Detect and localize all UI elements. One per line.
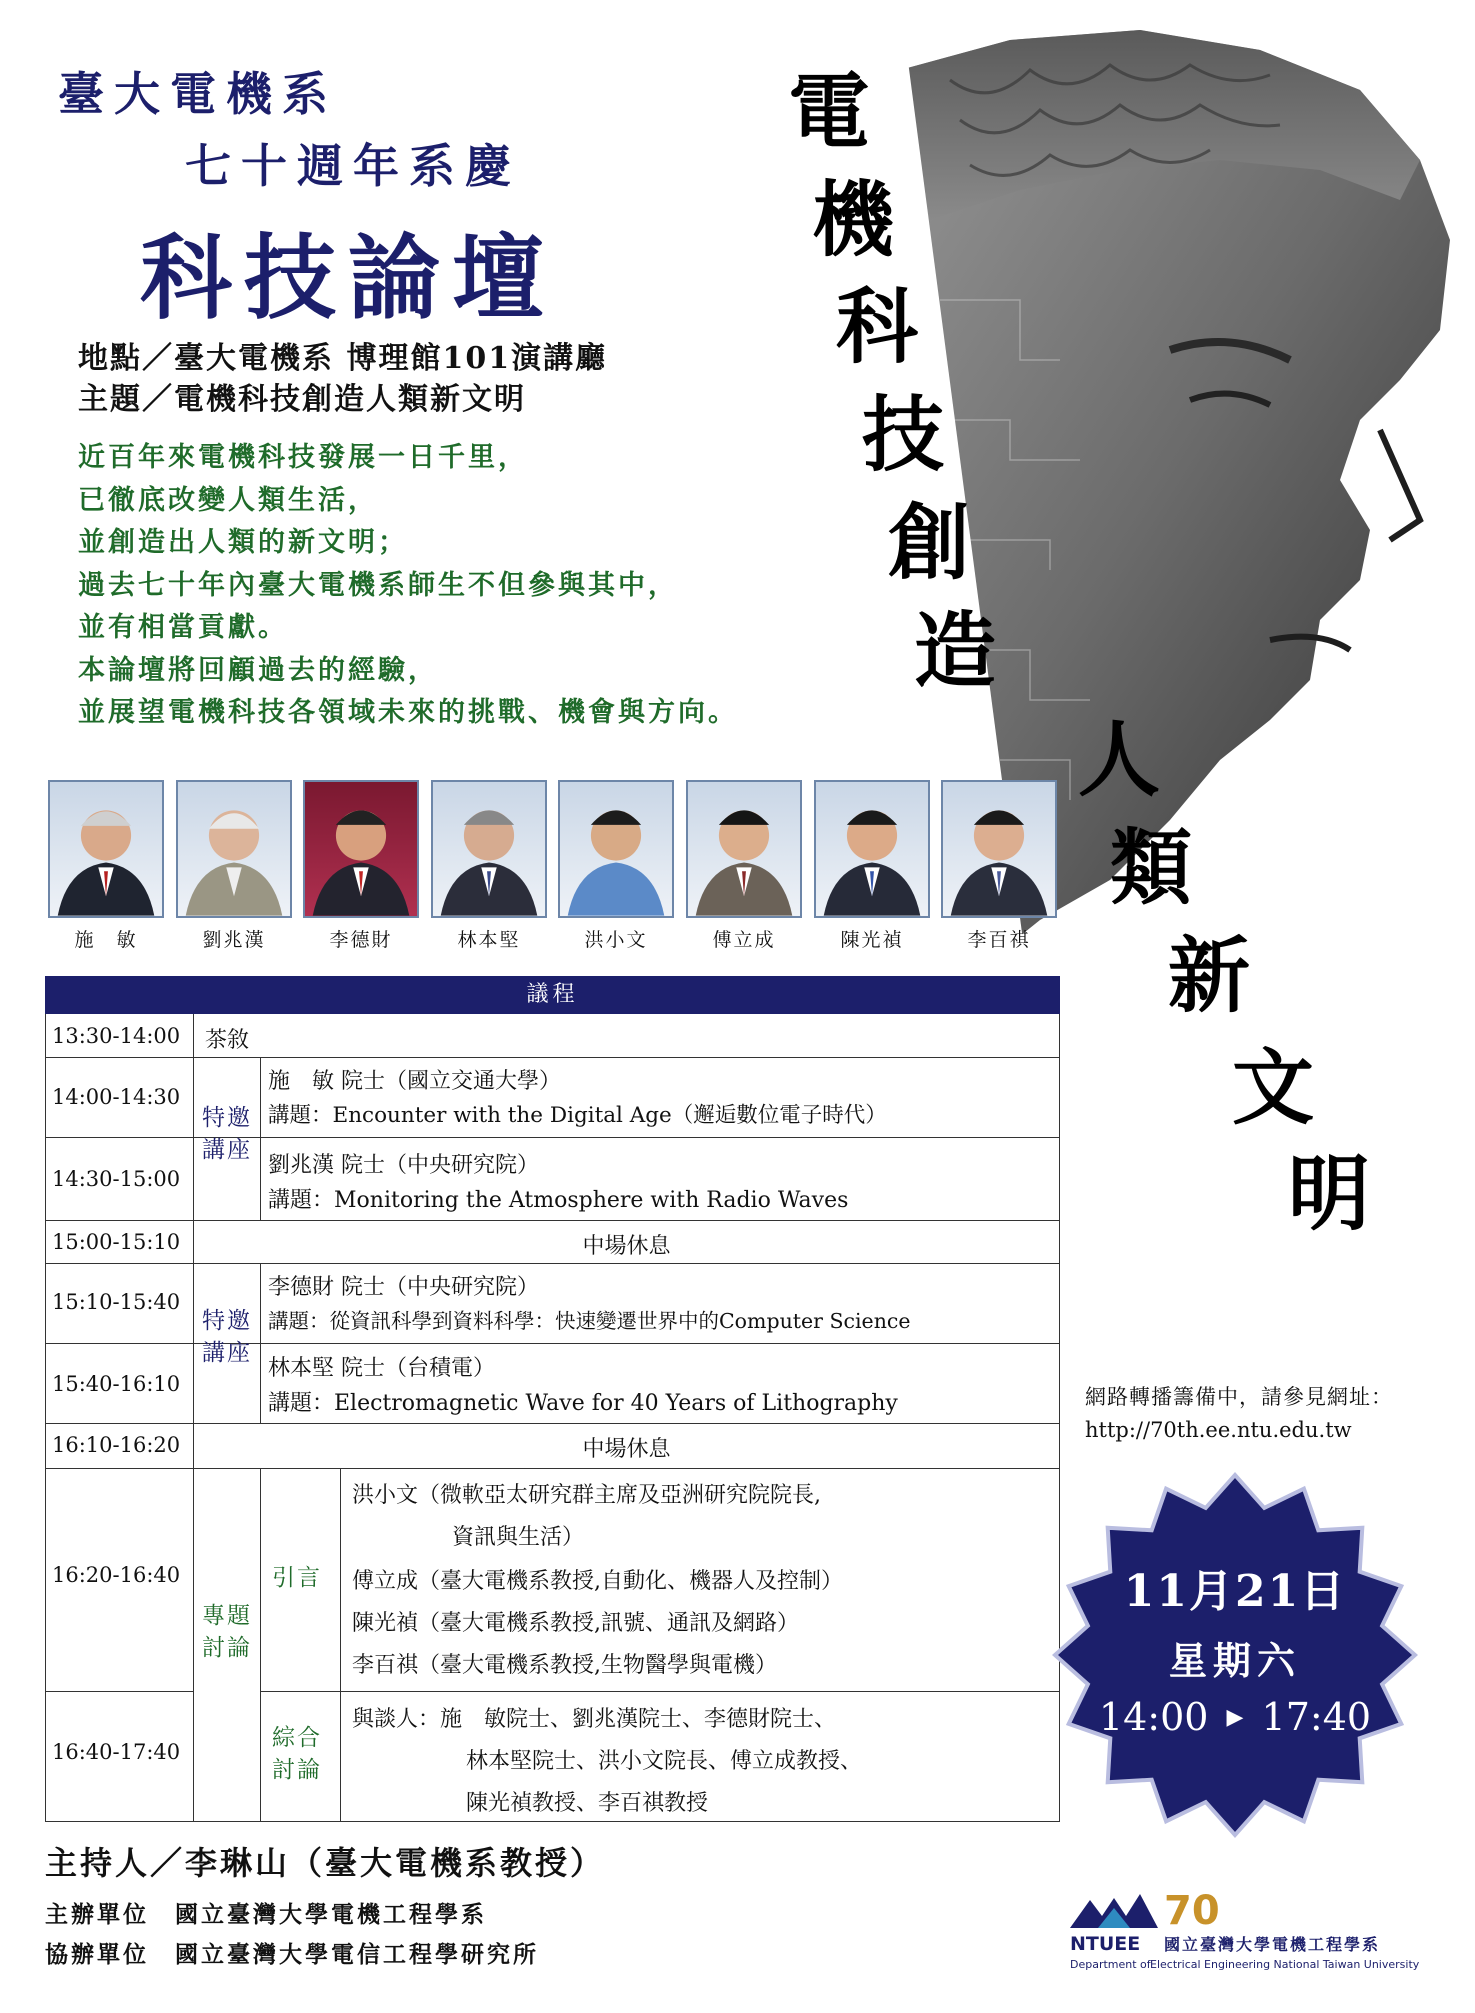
agenda-time: 15:40-16:10 xyxy=(52,1372,181,1396)
intro-line: 並展望電機科技各領域未來的挑戰、機會與方向。 xyxy=(78,697,738,728)
event-theme: 主題／電機科技創造人類新文明 xyxy=(78,382,526,417)
vertical-title-char: 新 xyxy=(1168,929,1251,1024)
intro-line: 本論壇將回顧過去的經驗， xyxy=(78,654,438,686)
vertical-title-char: 科 xyxy=(836,280,919,375)
intro-talk-label: 引言 xyxy=(272,1565,322,1591)
agenda-time: 14:00-14:30 xyxy=(52,1085,181,1109)
speaker-name: 李百祺 xyxy=(967,929,1031,951)
webcast-url[interactable]: http://70th.ee.ntu.edu.tw xyxy=(1085,1418,1352,1442)
vertical-title-char: 文 xyxy=(1232,1041,1315,1136)
vertical-title-char: 人 xyxy=(1078,713,1161,808)
speaker-photo xyxy=(941,780,1057,918)
speaker-photo xyxy=(431,780,547,918)
speaker-name: 傅立成 xyxy=(712,929,776,951)
speaker-photo xyxy=(303,780,419,918)
agenda-time: 15:00-15:10 xyxy=(52,1230,181,1254)
panelist-line: 陳光禎教授、李百祺教授 xyxy=(466,1791,709,1816)
speaker-photo xyxy=(814,780,930,918)
agenda-topic: 講題：Electromagnetic Wave for 40 Years of Lithography xyxy=(268,1391,898,1416)
table-rule xyxy=(260,1691,1060,1692)
sculpture-head-illustration xyxy=(840,0,1475,960)
panelist-line: 與談人：施 敏院士、劉兆漢院士、李德財院士、 xyxy=(352,1707,837,1732)
agenda-topic: 講題：Encounter with the Digital Age（邂逅數位電子時代） xyxy=(268,1103,887,1128)
panelist-line: 陳光禎（臺大電機系教授,訊號、通訊及網路） xyxy=(352,1611,799,1636)
vertical-title-char: 電 xyxy=(788,65,871,160)
session-label: 特邀 xyxy=(202,1105,252,1131)
speaker-name: 林本堅 xyxy=(457,929,521,951)
table-border xyxy=(45,1821,1060,1822)
agenda-time: 14:30-15:00 xyxy=(52,1167,181,1191)
intro-line: 近百年來電機科技發展一日千里， xyxy=(78,442,528,473)
agenda-time: 16:20-16:40 xyxy=(52,1563,181,1587)
speaker-name: 陳光禎 xyxy=(840,929,904,951)
panel-label: 討論 xyxy=(202,1635,252,1661)
vertical-title-char: 創 xyxy=(888,496,971,591)
logo-number: 70 xyxy=(1164,1888,1220,1934)
table-rule xyxy=(45,1691,193,1692)
table-rule xyxy=(45,1423,1060,1424)
session-label: 特邀 xyxy=(202,1308,252,1334)
agenda-item: 茶敘 xyxy=(205,1028,250,1053)
table-rule xyxy=(45,1263,1060,1264)
session-label: 講座 xyxy=(202,1340,252,1366)
event-time-start: 14:00 xyxy=(1098,1695,1209,1739)
co-organizer-line: 協辦單位 國立臺灣大學電信工程學研究所 xyxy=(45,1941,539,1968)
agenda-time: 16:40-17:40 xyxy=(52,1740,181,1764)
break-label: 中場休息 xyxy=(582,1437,671,1462)
panelist-line: 洪小文（微軟亞太研究群主席及亞洲研究院院長, xyxy=(352,1483,821,1508)
event-time xyxy=(1050,1695,1420,1739)
table-rule xyxy=(45,1468,1060,1469)
triangle-arrow-icon: ▶ xyxy=(1226,1705,1244,1730)
discussion-label: 討論 xyxy=(272,1757,322,1783)
vertical-title-char: 技 xyxy=(862,388,945,483)
agenda-speaker: 施 敏 院士（國立交通大學） xyxy=(268,1069,561,1094)
speaker-name: 李德財 xyxy=(329,929,393,951)
agenda-time: 15:10-15:40 xyxy=(52,1290,181,1314)
panelist-line: 傅立成（臺大電機系教授,自動化、機器人及控制） xyxy=(352,1569,843,1594)
session-label: 講座 xyxy=(202,1137,252,1163)
page-title: 科技論壇 xyxy=(140,224,557,332)
speaker-photo xyxy=(686,780,802,918)
mountain-logo-icon xyxy=(1070,1894,1158,1928)
table-rule xyxy=(45,1137,1060,1138)
panelist-line: 李百祺（臺大電機系教授,生物醫學與電機） xyxy=(352,1653,777,1678)
table-rule xyxy=(193,1014,194,1822)
event-date: 11月21日 xyxy=(1123,1566,1347,1617)
table-rule xyxy=(260,1468,261,1822)
vertical-title-char: 類 xyxy=(1110,821,1193,916)
logo-abbr: NTUEE xyxy=(1070,1933,1141,1955)
panel-label: 專題 xyxy=(202,1603,252,1629)
agenda-time: 13:30-14:00 xyxy=(52,1024,181,1048)
intro-line: 過去七十年內臺大電機系師生不但參與其中， xyxy=(78,569,678,601)
ntuee-70-logo xyxy=(1068,1880,1428,1970)
agenda-topic: 講題：Monitoring the Atmosphere with Radio Waves xyxy=(268,1188,849,1213)
agenda-topic: 講題：從資訊科學到資料科學：快速變遷世界中的Computer Science xyxy=(268,1309,911,1333)
vertical-title-char: 機 xyxy=(812,173,895,268)
title-line-1: 臺大電機系 xyxy=(58,67,338,121)
agenda-time: 16:10-16:20 xyxy=(52,1433,181,1457)
table-rule xyxy=(260,1263,261,1423)
panelist-line: 資訊與生活） xyxy=(452,1525,585,1550)
table-rule xyxy=(45,1057,1060,1058)
discussion-label: 綜合 xyxy=(272,1725,322,1751)
speaker-name: 劉兆漢 xyxy=(202,929,266,951)
webcast-note: 網路轉播籌備中，請參見網址： xyxy=(1085,1385,1393,1409)
speaker-name: 洪小文 xyxy=(584,929,648,951)
event-weekday: 星期六 xyxy=(1168,1638,1301,1683)
logo-name-en-a: Department of xyxy=(1070,1958,1151,1970)
speaker-name: 施 敏 xyxy=(74,929,138,951)
table-border xyxy=(45,1014,46,1822)
table-rule xyxy=(45,1343,1060,1344)
event-location: 地點／臺大電機系 博理館101演講廳 xyxy=(78,341,608,376)
table-rule xyxy=(260,1057,261,1220)
host-line: 主持人／李琳山（臺大電機系教授） xyxy=(45,1844,606,1882)
speaker-photo xyxy=(48,780,164,918)
vertical-title-char: 明 xyxy=(1288,1147,1371,1242)
intro-line: 並有相當貢獻。 xyxy=(78,612,288,643)
agenda-speaker: 林本堅 院士（台積電） xyxy=(268,1356,495,1381)
table-rule xyxy=(340,1468,341,1822)
intro-paragraph xyxy=(78,437,738,735)
title-line-2: 七十週年系慶 xyxy=(185,139,521,193)
intro-line: 並創造出人類的新文明； xyxy=(78,527,408,558)
agenda-header: 議程 xyxy=(45,976,1060,1014)
organizer-line: 主辦單位 國立臺灣大學電機工程學系 xyxy=(45,1901,487,1928)
intro-line: 已徹底改變人類生活， xyxy=(78,484,378,516)
table-rule xyxy=(45,1220,1060,1221)
speaker-photo xyxy=(558,780,674,918)
agenda-speaker: 李德財 院士（中央研究院） xyxy=(268,1275,539,1300)
event-time-end: 17:40 xyxy=(1261,1695,1372,1739)
speaker-photo xyxy=(176,780,292,918)
vertical-title-char: 造 xyxy=(914,604,997,699)
logo-name-en-b: Electrical Engineering National Taiwan University xyxy=(1150,1958,1420,1970)
agenda-speaker: 劉兆漢 院士（中央研究院） xyxy=(268,1153,539,1178)
break-label: 中場休息 xyxy=(582,1234,671,1259)
logo-name-zh: 國立臺灣大學電機工程學系 xyxy=(1164,1935,1381,1954)
panelist-line: 林本堅院士、洪小文院長、傅立成教授、 xyxy=(466,1749,863,1774)
